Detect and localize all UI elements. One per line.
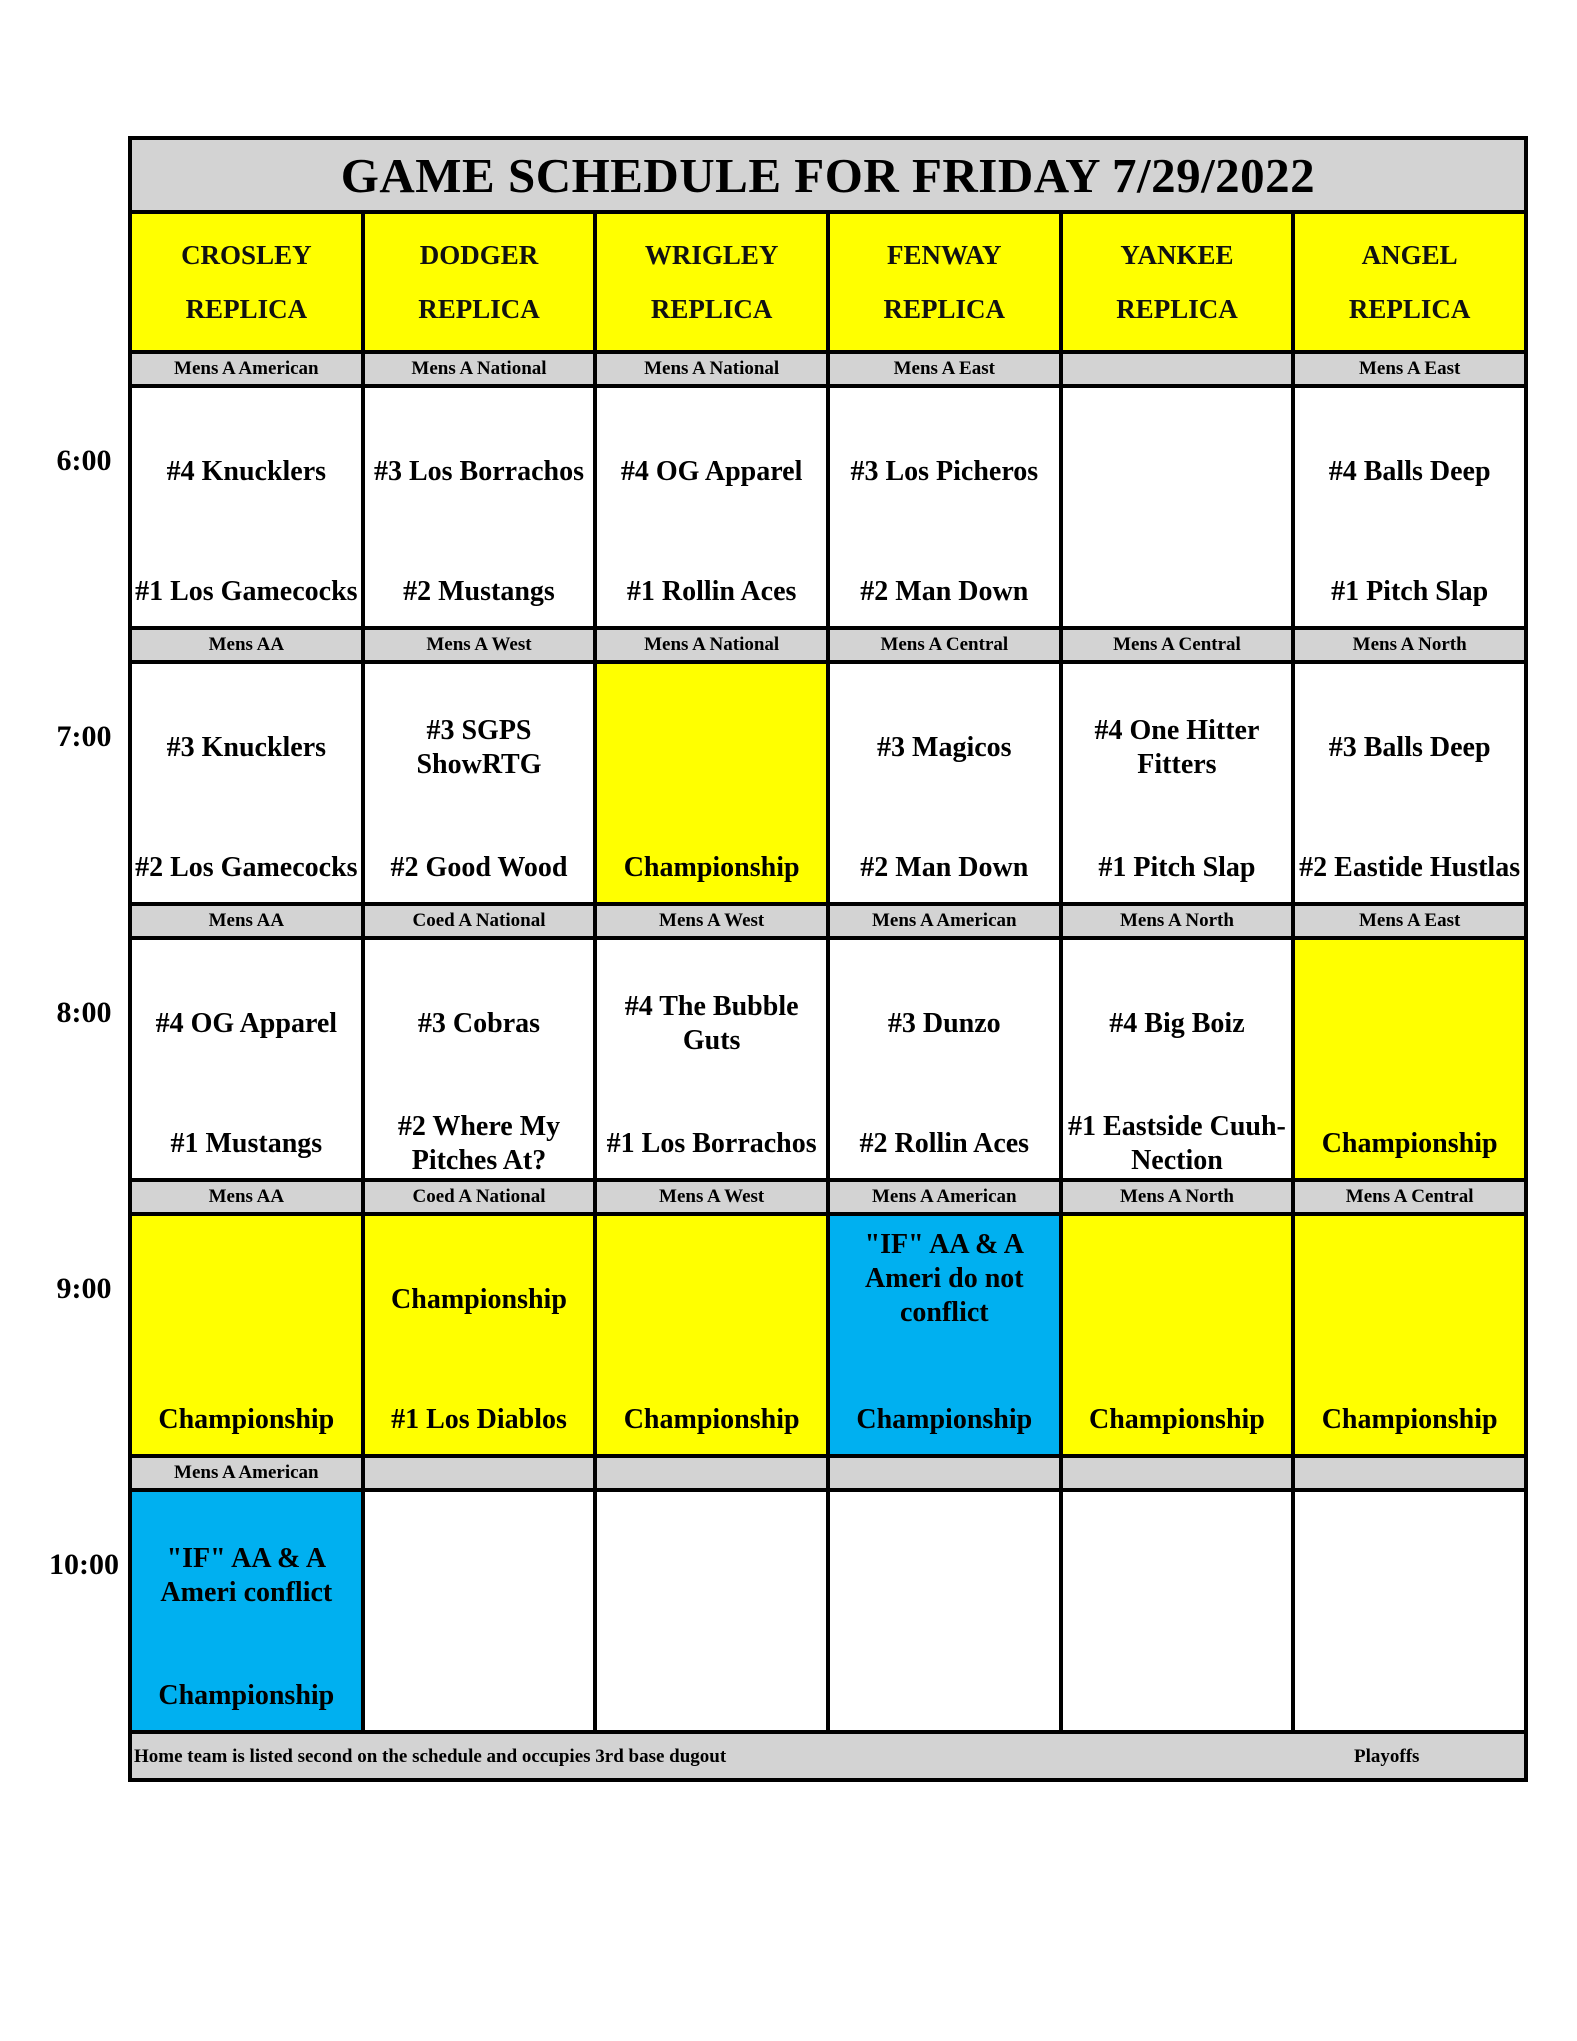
game-cell — [595, 938, 828, 1180]
game-cell — [1061, 1490, 1294, 1732]
field-name-angel — [1293, 212, 1526, 352]
time-label: 10:00 — [49, 1548, 119, 1581]
home-team — [1063, 556, 1292, 628]
division-label — [1061, 1456, 1294, 1490]
visiting-team: #4 One Hitter Fitters — [1094, 715, 1260, 780]
game-cell — [1061, 662, 1294, 904]
visiting-team — [1063, 1540, 1292, 1612]
visiting-team — [597, 712, 826, 784]
home-team: Championship — [158, 1404, 335, 1435]
home-team: Championship — [856, 1404, 1033, 1435]
visiting-team: Championship — [391, 1284, 567, 1315]
division-label — [1293, 1456, 1526, 1490]
playoffs-label: Playoffs — [1354, 1746, 1420, 1767]
game-cell — [363, 938, 596, 1180]
home-team: Championship — [623, 1404, 800, 1435]
division-label: Mens A West — [595, 1180, 828, 1214]
division-label: Mens A American — [130, 1456, 363, 1490]
game-row — [130, 938, 1526, 1180]
division-label: Mens A American — [828, 1180, 1061, 1214]
visiting-team — [830, 1540, 1059, 1612]
division-label: Mens A East — [828, 352, 1061, 386]
game-cell — [828, 938, 1061, 1180]
field-name-dodger — [363, 212, 596, 352]
home-team — [365, 1660, 594, 1732]
game-cell — [595, 1214, 828, 1456]
time-label: 6:00 — [56, 444, 112, 477]
game-cell — [130, 386, 363, 628]
schedule-sheet — [128, 136, 1528, 1782]
division-label: Mens A National — [595, 628, 828, 662]
home-team: #2 Mustangs — [403, 576, 555, 607]
division-label: Mens AA — [130, 628, 363, 662]
division-label: Mens AA — [130, 904, 363, 938]
division-row — [130, 904, 1526, 938]
home-team: #2 Where My Pitches At? — [397, 1111, 561, 1176]
field-name-line2: REPLICA — [418, 294, 540, 324]
home-team — [1295, 1660, 1524, 1732]
game-cell — [363, 662, 596, 904]
game-cell — [130, 1214, 363, 1456]
division-label: Mens A Central — [828, 628, 1061, 662]
division-row — [130, 1456, 1526, 1490]
division-label: Mens A West — [363, 628, 596, 662]
visiting-team — [365, 1540, 594, 1612]
visiting-team: #4 Big Boiz — [1109, 1008, 1245, 1039]
field-name-wrigley — [595, 212, 828, 352]
field-name-line2: REPLICA — [1116, 294, 1238, 324]
footer-bar — [130, 1732, 1526, 1780]
schedule-table — [128, 136, 1528, 1782]
visiting-team: "IF" AA & A Ameri do not conflict — [864, 1229, 1025, 1328]
division-label: Mens A East — [1293, 352, 1526, 386]
home-team — [1063, 1660, 1292, 1732]
game-cell — [1061, 938, 1294, 1180]
home-team: #1 Los Diablos — [391, 1404, 567, 1435]
game-cell — [828, 1214, 1061, 1456]
time-label: 8:00 — [56, 996, 112, 1029]
home-team: #1 Los Borrachos — [606, 1128, 817, 1159]
game-cell — [595, 662, 828, 904]
game-row — [130, 1214, 1526, 1456]
home-team: #1 Mustangs — [170, 1128, 323, 1159]
home-team: Championship — [158, 1680, 335, 1711]
game-cell — [363, 1214, 596, 1456]
division-label: Mens A National — [595, 352, 828, 386]
division-label: Mens A Central — [1061, 628, 1294, 662]
division-label: Coed A National — [363, 904, 596, 938]
visiting-team: #3 Los Picheros — [850, 456, 1039, 487]
division-label: Coed A National — [363, 1180, 596, 1214]
home-team: Championship — [623, 852, 800, 883]
game-cell — [1293, 938, 1526, 1180]
visiting-team — [1063, 436, 1292, 508]
home-team: #2 Man Down — [860, 852, 1029, 883]
division-row — [130, 1180, 1526, 1214]
visiting-team: #4 Balls Deep — [1328, 456, 1491, 487]
home-team: #2 Good Wood — [390, 852, 568, 883]
field-name-yankee — [1061, 212, 1294, 352]
home-team: #1 Pitch Slap — [1331, 576, 1489, 607]
game-cell — [1293, 386, 1526, 628]
game-cell — [363, 386, 596, 628]
home-team: #2 Rollin Aces — [859, 1128, 1030, 1159]
division-label: Mens A North — [1061, 904, 1294, 938]
visiting-team — [1063, 1264, 1292, 1336]
field-name-line1: CROSLEY — [181, 240, 312, 270]
game-row — [130, 1490, 1526, 1732]
game-cell — [1293, 1490, 1526, 1732]
division-label — [828, 1456, 1061, 1490]
field-name-fenway — [828, 212, 1061, 352]
game-cell — [595, 386, 828, 628]
field-name-line1: DODGER — [419, 240, 539, 270]
game-cell — [1293, 662, 1526, 904]
visiting-team — [1295, 1264, 1524, 1336]
game-cell — [595, 1490, 828, 1732]
page-title: GAME SCHEDULE FOR FRIDAY 7/29/2022 — [130, 138, 1526, 212]
division-label: Mens A American — [828, 904, 1061, 938]
game-cell — [1061, 386, 1294, 628]
game-cell — [828, 662, 1061, 904]
visiting-team: #3 Magicos — [877, 732, 1012, 763]
time-label: 9:00 — [56, 1272, 112, 1305]
game-cell — [130, 938, 363, 1180]
home-team: Championship — [1321, 1128, 1498, 1159]
game-cell — [828, 1490, 1061, 1732]
home-team — [830, 1660, 1059, 1732]
field-name-line1: YANKEE — [1120, 240, 1234, 270]
field-header-row — [130, 212, 1526, 352]
division-label — [363, 1456, 596, 1490]
field-name-line1: WRIGLEY — [644, 240, 779, 270]
visiting-team: #4 OG Apparel — [620, 456, 803, 487]
game-cell — [828, 386, 1061, 628]
game-cell — [130, 662, 363, 904]
visiting-team: #3 Los Borrachos — [373, 456, 584, 487]
field-name-line2: REPLICA — [185, 294, 308, 324]
home-team: #1 Eastside Cuuh- Nection — [1068, 1111, 1286, 1176]
field-name-line2: REPLICA — [1348, 294, 1471, 324]
division-row — [130, 352, 1526, 386]
visiting-team: "IF" AA & A Ameri conflict — [160, 1543, 333, 1608]
division-label: Mens A North — [1293, 628, 1526, 662]
home-team-note: Home team is listed second on the schedule and occupies 3rd base dugout — [134, 1746, 727, 1767]
home-team: #1 Pitch Slap — [1098, 852, 1256, 883]
game-cell — [1293, 1214, 1526, 1456]
division-label: Mens A Central — [1293, 1180, 1526, 1214]
division-row — [130, 628, 1526, 662]
division-label — [1061, 352, 1294, 386]
visiting-team: #3 SGPS ShowRTG — [416, 715, 542, 780]
game-row — [130, 662, 1526, 904]
division-label: Mens A North — [1061, 1180, 1294, 1214]
home-team: #2 Man Down — [860, 576, 1029, 607]
home-team: Championship — [1321, 1404, 1498, 1435]
game-cell — [1061, 1214, 1294, 1456]
field-name-line1: FENWAY — [887, 240, 1002, 270]
home-team: Championship — [1089, 1404, 1265, 1435]
field-name-crosley — [130, 212, 363, 352]
visiting-team: #3 Dunzo — [887, 1008, 1001, 1039]
division-label: Mens AA — [130, 1180, 363, 1214]
visiting-team: #4 Knucklers — [166, 456, 327, 487]
visiting-team — [597, 1540, 826, 1612]
game-row — [130, 386, 1526, 628]
game-cell — [363, 1490, 596, 1732]
home-team: #2 Los Gamecocks — [135, 852, 358, 883]
visiting-team — [1295, 988, 1524, 1060]
field-name-line1: ANGEL — [1361, 240, 1458, 270]
division-label: Mens A National — [363, 352, 596, 386]
home-team: #1 Rollin Aces — [626, 576, 797, 607]
division-label: Mens A West — [595, 904, 828, 938]
visiting-team: #3 Cobras — [417, 1008, 541, 1039]
visiting-team — [132, 1264, 361, 1336]
visiting-team: #4 OG Apparel — [155, 1008, 338, 1039]
footer-row — [130, 1732, 1526, 1780]
division-label: Mens A East — [1293, 904, 1526, 938]
visiting-team — [1295, 1540, 1524, 1612]
time-label: 7:00 — [56, 720, 112, 753]
home-team: #1 Los Gamecocks — [135, 576, 358, 607]
division-label: Mens A American — [130, 352, 363, 386]
visiting-team: #3 Knucklers — [166, 732, 327, 763]
field-name-line2: REPLICA — [650, 294, 773, 324]
home-team: #2 Eastide Hustlas — [1299, 852, 1521, 883]
visiting-team: #3 Balls Deep — [1328, 732, 1491, 763]
division-label — [595, 1456, 828, 1490]
game-cell — [130, 1490, 363, 1732]
home-team — [597, 1660, 826, 1732]
visiting-team: #4 The Bubble Guts — [624, 991, 799, 1056]
visiting-team — [597, 1264, 826, 1336]
field-name-line2: REPLICA — [883, 294, 1006, 324]
